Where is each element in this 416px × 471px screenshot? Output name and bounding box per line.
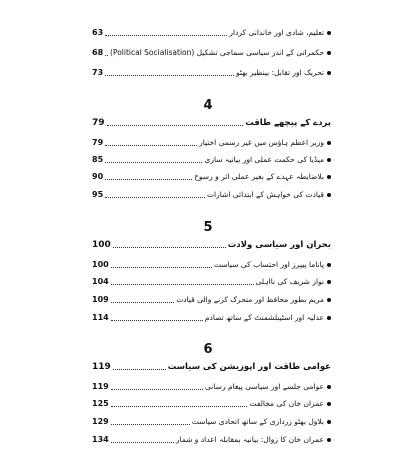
bullet-icon xyxy=(327,402,331,406)
toc-entry[interactable] xyxy=(92,186,331,200)
dot-leader xyxy=(113,369,166,370)
toc-entry-title: پاناما پیپرز اور احتساب کی سیاست xyxy=(214,260,324,269)
dot-leader xyxy=(111,302,175,303)
dot-leader xyxy=(105,145,197,146)
bullet-icon xyxy=(327,280,331,284)
chapter-number: 6 xyxy=(203,342,213,357)
toc-entry-title: عمران خان کی مخالفت xyxy=(249,399,324,408)
toc-entry[interactable] xyxy=(92,291,331,305)
toc-entry-title: بلاول بھٹو زرداری کے ساتھ اتحادی سیاست xyxy=(191,417,324,426)
toc-entry-page: 63 xyxy=(92,28,104,37)
bullet-icon xyxy=(327,263,331,267)
toc-entry-page: 85 xyxy=(92,155,104,164)
toc-entry-title: عمران خان کا زوال: بیانیہ بمقابلہ اعداد و شمار xyxy=(175,435,324,444)
dot-leader xyxy=(105,197,205,198)
dot-leader xyxy=(111,406,248,407)
toc-entry-title: تحریک اور تقابل: بینظیر بھٹو xyxy=(235,68,324,77)
toc-entry-page: 125 xyxy=(92,399,109,408)
bullet-icon xyxy=(327,193,331,197)
toc-entry-title: مریم بطور محافظ اور متحرک کرنے والی قیادت xyxy=(176,295,324,304)
toc-entry[interactable] xyxy=(92,168,331,182)
toc-entry[interactable] xyxy=(92,134,331,148)
bullet-icon xyxy=(327,141,331,145)
bullet-icon xyxy=(327,51,331,55)
chapter-heading[interactable] xyxy=(92,236,331,250)
dot-leader xyxy=(111,284,254,285)
toc-entry-title: بلاضابطہ عہدے کے بغیر عملی اثر و رسوخ xyxy=(194,172,324,181)
dot-leader xyxy=(111,424,190,425)
toc-entry-page: 114 xyxy=(92,313,109,322)
toc-entry[interactable] xyxy=(92,431,331,445)
toc-entry[interactable] xyxy=(92,256,331,270)
chapter-page: 119 xyxy=(92,362,111,372)
toc-entry[interactable] xyxy=(92,273,331,287)
toc-entry[interactable] xyxy=(92,395,331,409)
chapter-number: 5 xyxy=(203,220,213,235)
chapter-heading[interactable] xyxy=(92,358,331,372)
dot-leader xyxy=(105,179,192,180)
toc-entry[interactable] xyxy=(92,151,331,165)
toc-entry-page: 90 xyxy=(92,172,104,181)
chapter-title: بحران اور سیاسی ولادت xyxy=(227,240,331,250)
dot-leader xyxy=(111,389,203,390)
toc-entry[interactable] xyxy=(92,44,331,58)
toc-entry-page: 104 xyxy=(92,277,109,286)
toc-entry-title: تعلیم، شادی اور خاندانی کردار xyxy=(229,28,324,37)
dot-leader xyxy=(105,35,227,36)
toc-entry-title: میڈیا کی حکمت عملی اور بیانیہ سازی xyxy=(204,155,324,164)
dot-leader xyxy=(111,442,174,443)
toc-entry-page: 79 xyxy=(92,138,104,147)
bullet-icon xyxy=(327,31,331,35)
toc-entry-page: 100 xyxy=(92,260,109,269)
toc-entry-page: 119 xyxy=(92,382,109,391)
toc-entry-page: 129 xyxy=(92,417,109,426)
toc-entry[interactable] xyxy=(92,413,331,427)
toc-entry[interactable] xyxy=(92,378,331,392)
chapter-title: پردے کے پیچھے طاقت xyxy=(245,118,331,128)
toc-entry-title: نواز شریف کی نااہلی xyxy=(255,277,324,286)
bullet-icon xyxy=(327,175,331,179)
bullet-icon xyxy=(327,71,331,75)
bullet-icon xyxy=(327,316,331,320)
toc-entry-page: 95 xyxy=(92,190,104,199)
bullet-icon xyxy=(327,420,331,424)
bullet-icon xyxy=(327,438,331,442)
bullet-icon xyxy=(327,298,331,302)
chapter-page: 79 xyxy=(92,118,105,128)
chapter-heading[interactable] xyxy=(92,114,331,128)
toc-entry-title: عوامی جلسے اور سیاسی پیغام رسانی xyxy=(205,382,324,391)
dot-leader xyxy=(105,162,202,163)
chapter-number: 4 xyxy=(203,98,213,113)
chapter-page: 100 xyxy=(92,240,111,250)
dot-leader xyxy=(107,125,244,126)
toc-entry-page: 68 xyxy=(92,48,104,57)
toc-entry-page: 134 xyxy=(92,435,109,444)
toc-entry-title: وزیر اعظم ہاؤس میں غیر رسمی اختیار xyxy=(199,138,324,147)
dot-leader xyxy=(111,267,212,268)
toc-entry-title: قیادت کی خواہش کے ابتدائی اشارات xyxy=(206,190,324,199)
toc-entry-page: 73 xyxy=(92,68,104,77)
bullet-icon xyxy=(327,385,331,389)
toc-entry-title: عدلیہ اور اسٹیبلشمنٹ کے ساتھ تصادم xyxy=(204,313,324,322)
bullet-icon xyxy=(327,158,331,162)
dot-leader xyxy=(111,320,203,321)
toc-entry[interactable] xyxy=(92,309,331,323)
dot-leader xyxy=(105,55,108,56)
toc-entry-title: حکمرانی کے اندر سیاسی سماجی تشکیل (Political Socialisation) xyxy=(110,48,324,57)
dot-leader xyxy=(105,75,234,76)
toc-entry-page: 109 xyxy=(92,295,109,304)
toc-entry[interactable] xyxy=(92,24,331,38)
toc-entry[interactable] xyxy=(92,64,331,78)
dot-leader xyxy=(113,247,226,248)
chapter-title: عوامی طاقت اور اپوزیشن کی سیاست xyxy=(167,362,331,372)
